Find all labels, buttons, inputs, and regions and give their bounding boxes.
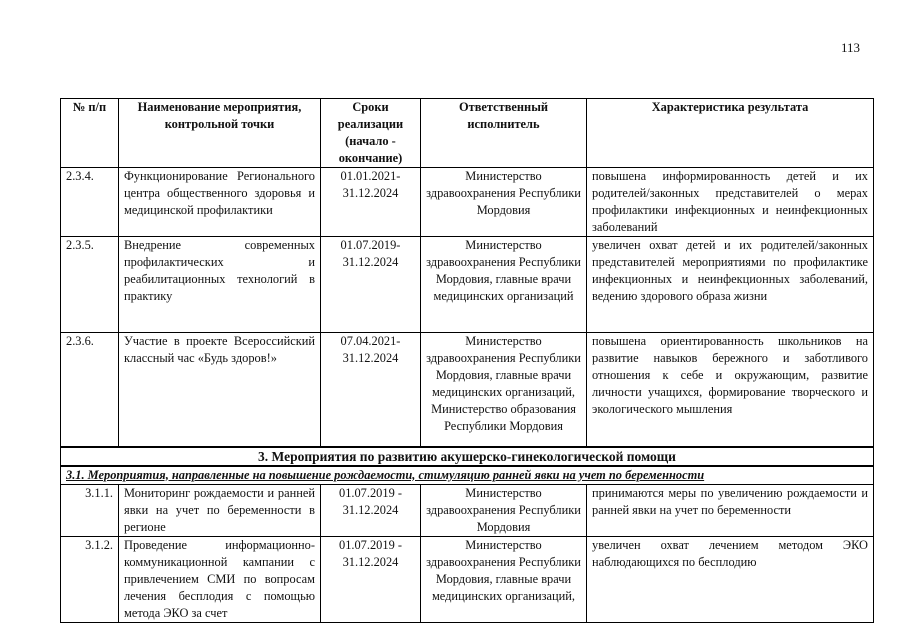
row-responsible: Министерство здравоохранения Республики Мордовия, главные врачи медицинских организаций, Министерство образования Республики Мордовия — [421, 333, 587, 447]
table-row — [61, 237, 874, 333]
activities-table — [60, 98, 874, 623]
row-result: принимаются меры по увеличению рождаемости и ранней явки на учет по беременности — [587, 485, 874, 537]
row-result: повышена информированность детей и их родителей/законных представителей о мерах профилактики инфекционных и неинфекционных заболеваний — [587, 168, 874, 237]
table-row — [61, 485, 874, 537]
row-num: 2.3.5. — [61, 237, 119, 333]
header-responsible: Ответственный исполнитель — [421, 99, 587, 168]
subsection-title: 3.1. Мероприятия, направленные на повышение рождаемости, стимуляцию ранней явки на учет по беременности — [66, 467, 705, 482]
table-header-row — [61, 99, 874, 168]
page-number: 113 — [840, 40, 860, 55]
header-name: Наименование мероприятия, контрольной точки — [119, 99, 321, 168]
row-responsible: Министерство здравоохранения Республики Мордовия — [421, 485, 587, 537]
row-dates: 07.04.2021- 31.12.2024 — [321, 333, 421, 447]
row-num: 2.3.6. — [61, 333, 119, 447]
row-name: Участие в проекте Всероссийский классный час «Будь здоров!» — [119, 333, 321, 447]
row-name: Проведение информационно-коммуникационной кампании с привлечением СМИ по вопросам лечения бесплодия с помощью метода ЭКО за счет — [119, 537, 321, 623]
section-header-row — [61, 447, 874, 466]
table-row — [61, 168, 874, 237]
row-result: увеличен охват детей и их родителей/законных представителей мероприятиями по профилактике инфекционных и неинфекционных заболеваний, ведению здорового образа жизни — [587, 237, 874, 333]
table-row — [61, 537, 874, 623]
row-name: Мониторинг рождаемости и ранней явки на учет по беременности в регионе — [119, 485, 321, 537]
header-num: № п/п — [61, 99, 119, 168]
row-num: 2.3.4. — [61, 168, 119, 237]
header-dates: Сроки реализации (начало - окончание) — [321, 99, 421, 168]
row-dates: 01.01.2021- 31.12.2024 — [321, 168, 421, 237]
row-responsible: Министерство здравоохранения Республики Мордовия, главные врачи медицинских организаций, — [421, 537, 587, 623]
row-num: 3.1.2. — [61, 537, 119, 623]
section-title: 3. Мероприятия по развитию акушерско-гинекологической помощи — [61, 447, 874, 466]
row-result: повышена ориентированность школьников на развитие навыков бережного и заботливого отношения к себе и окружающим, развитие личности учащихся, формирование творческого и экологического мышления — [587, 333, 874, 447]
row-responsible: Министерство здравоохранения Республики Мордовия, главные врачи медицинских организаций — [421, 237, 587, 333]
row-name: Внедрение современных профилактических и реабилитационных технологий в практику — [119, 237, 321, 333]
subsection-cell — [61, 466, 874, 485]
row-dates: 01.07.2019 - 31.12.2024 — [321, 537, 421, 623]
row-dates: 01.07.2019 - 31.12.2024 — [321, 485, 421, 537]
row-num: 3.1.1. — [61, 485, 119, 537]
table-row — [61, 333, 874, 447]
row-dates: 01.07.2019- 31.12.2024 — [321, 237, 421, 333]
row-responsible: Министерство здравоохранения Республики Мордовия — [421, 168, 587, 237]
row-name: Функционирование Регионального центра общественного здоровья и медицинской профилактики — [119, 168, 321, 237]
header-result: Характеристика результата — [587, 99, 874, 168]
subsection-header-row — [61, 466, 874, 485]
row-result: увеличен охват лечением методом ЭКО наблюдающихся по бесплодию — [587, 537, 874, 623]
